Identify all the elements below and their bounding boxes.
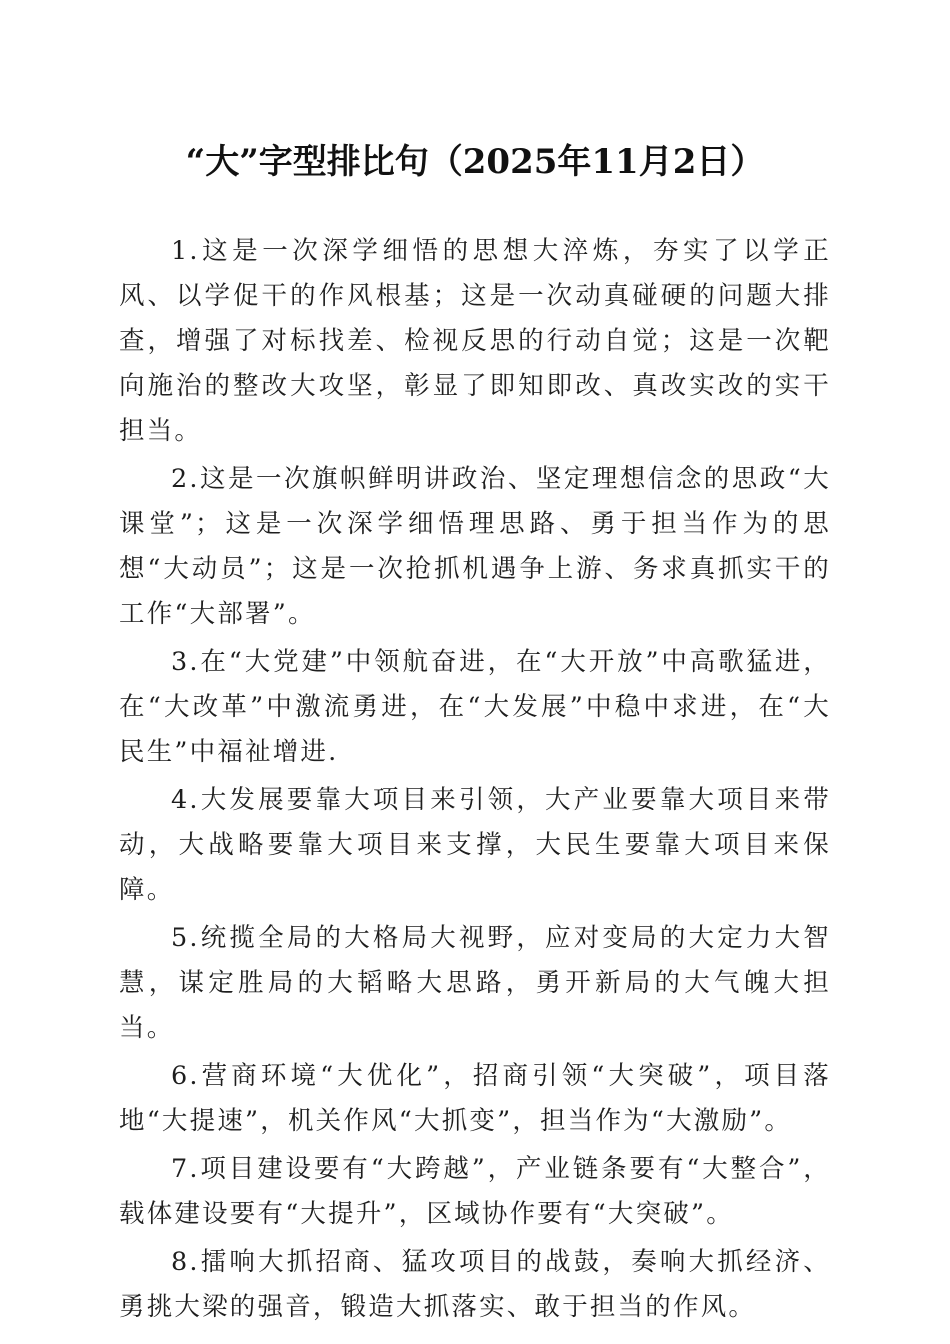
paragraph-1: 1.这是一次深学细悟的思想大淬炼，夯实了以学正风、以学促干的作风根基；这是一次动真碰硬的问题大排查，增强了对标找差、检视反思的行动自觉；这是一次靶向施治的整改大攻坚，彰显了即知即改、真改实改的实干担当。	[119, 236, 831, 446]
paragraph-5: 5.统揽全局的大格局大视野，应对变局的大定力大智慧，谋定胜局的大韬略大思路，勇开新局的大气魄大担当。	[119, 923, 831, 1043]
paragraph-7: 7.项目建设要有“大跨越”，产业链条要有“大整合”，载体建设要有“大提升”，区域协作要有“大突破”。	[119, 1154, 831, 1229]
paragraph-4: 4.大发展要靠大项目来引领，大产业要靠大项目来带动，大战略要靠大项目来支撑，大民生要靠大项目来保障。	[119, 785, 831, 905]
paragraph-2: 2.这是一次旗帜鲜明讲政治、坚定理想信念的思政“大课堂”；这是一次深学细悟理思路、勇于担当作为的思想“大动员”；这是一次抢抓机遇争上游、务求真抓实干的工作“大部署”。	[119, 464, 831, 629]
paragraph-6: 6.营商环境“大优化”，招商引领“大突破”，项目落地“大提速”，机关作风“大抓变”，担当作为“大激励”。	[119, 1061, 831, 1136]
paragraph-3: 3.在“大党建”中领航奋进，在“大开放”中高歌猛进，在“大改革”中激流勇进，在“大发展”中稳中求进，在“大民生”中福祉增进.	[119, 647, 831, 767]
document-body	[119, 229, 831, 1333]
paragraph-8: 8.擂响大抓招商、猛攻项目的战鼓，奏响大抓经济、勇挑大梁的强音，锻造大抓落实、敢于担当的作风。	[119, 1247, 831, 1322]
document-title: “大”字型排比句（2025年11月2日）	[185, 142, 765, 182]
